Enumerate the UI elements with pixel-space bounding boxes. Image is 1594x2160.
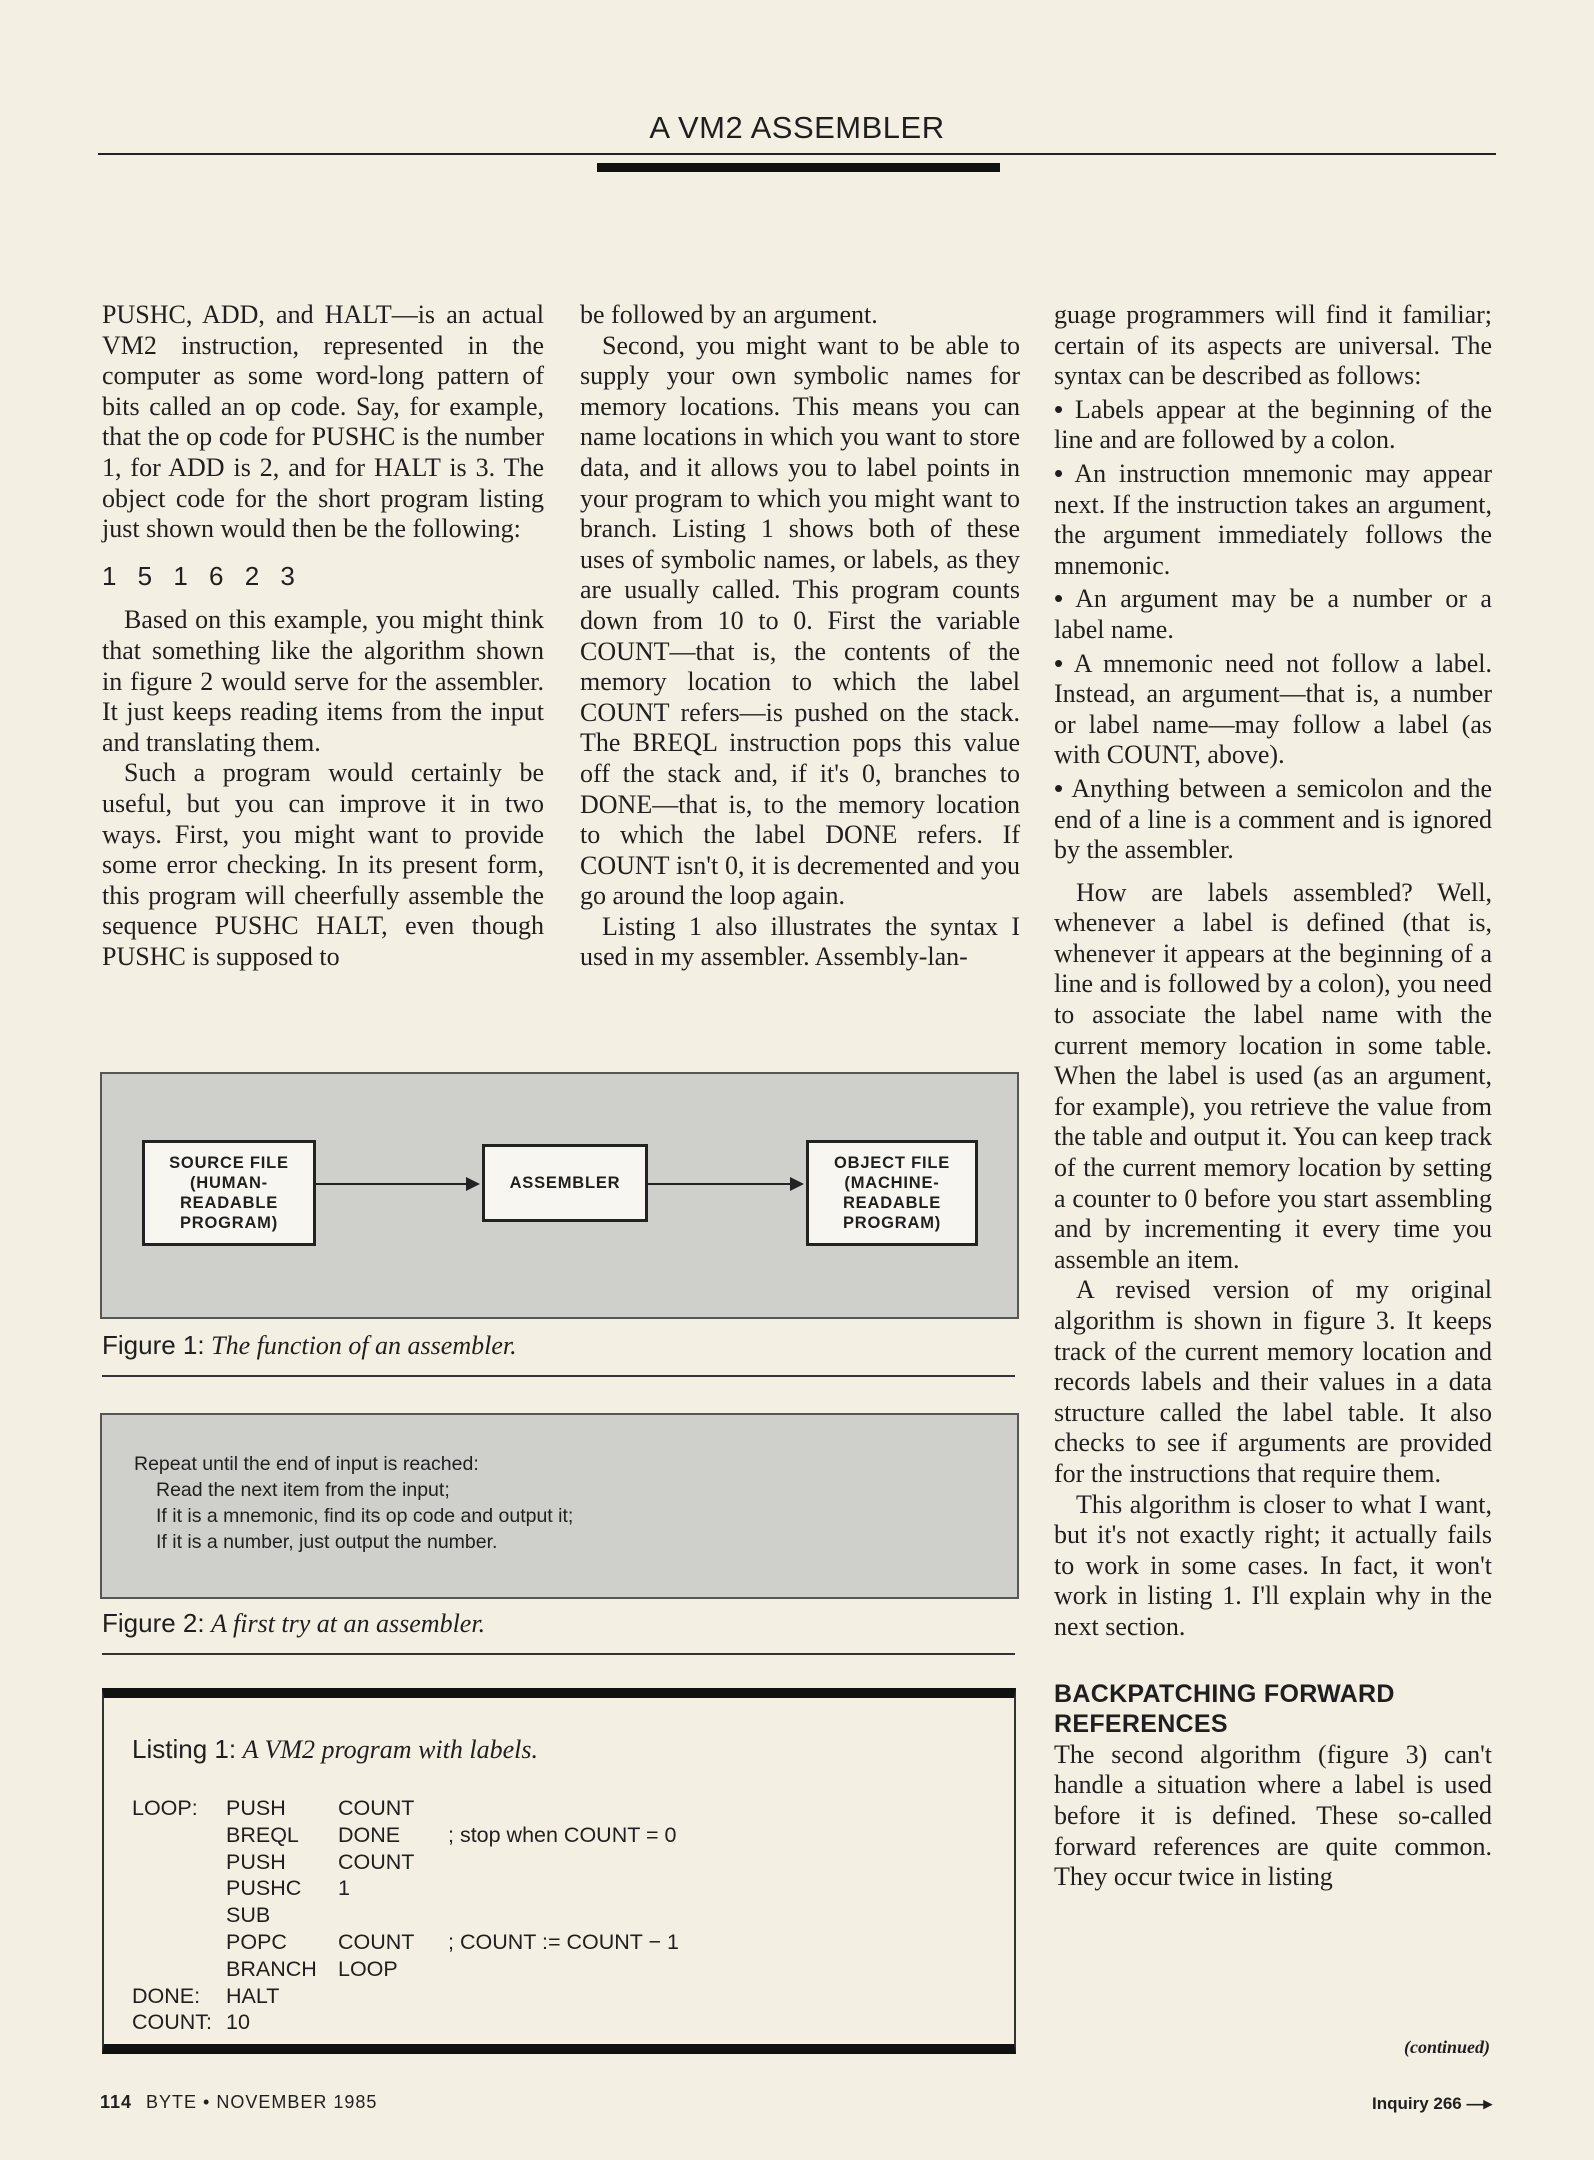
col3-paragraph-2: How are labels assembled? Well, whenever a label is defined (that is, whenever it appears at the beginning of a line and is followed by a colon), you need to associate the label name with the current memory location in some table. When the label is used (as an argument, for example), you retrieve the value from the table and output it. You can keep track of the current memory location by setting a counter to 0 before you start assembling and by incrementing it every time you assemble an item.	[1054, 877, 1492, 1274]
page-number: 114	[100, 2092, 133, 2112]
syntax-bullet-text: Labels appear at the beginning of the line and are followed by a colon.	[1054, 394, 1492, 455]
code-arg	[338, 1903, 448, 1930]
code-label: DONE:	[132, 1983, 201, 2008]
code-comment	[448, 2010, 679, 2037]
section-heading: BACKPATCHING FORWARD REFERENCES	[1054, 1679, 1395, 1739]
listing-1	[102, 1688, 1016, 2054]
figure-2-caption-text: A first try at an assembler.	[211, 1609, 486, 1638]
code-line	[132, 2010, 679, 2037]
figure-2-caption	[102, 1608, 1015, 1655]
code-line	[132, 1930, 679, 1957]
assembler-box	[482, 1144, 648, 1222]
arrow-right-icon	[646, 1183, 802, 1185]
code-comment	[448, 1876, 679, 1903]
code-comment	[448, 1957, 679, 1984]
col3-paragraph-3: A revised version of my original algorithm is shown in figure 3. It keeps track of the current memory location and records labels and their values in a data structure called the label table. It also checks to see if arguments are provided for the instructions that require them.	[1054, 1275, 1492, 1488]
code-line	[132, 1850, 679, 1877]
magazine-issue: BYTE • NOVEMBER 1985	[146, 2092, 378, 2112]
object-file-label: OBJECT FILE (MACHINE- READABLE PROGRAM)	[833, 1154, 951, 1232]
code-op: PUSH	[226, 1849, 286, 1874]
col1-paragraph-1: PUSHC, ADD, and HALT—is an actual VM2 instruction, represented in the computer as some word-long pattern of bits called an op code. Say, for example, that the op code for PUSHC is the number 1, for ADD is 2, and for HALT is 3. The object code for the short program listing just shown would then be the following:	[102, 300, 544, 544]
syntax-bullet-text: Anything between a semicolon and the end of a line is a comment and is ignored by the assembler.	[1054, 773, 1492, 865]
code-line	[132, 1984, 679, 2011]
col1-paragraph-3: Such a program would certainly be useful, but you can improve it in two ways. First, you might want to provide some error checking. In its present form, this program will cheerfully assemble the sequence PUSHC HALT, even though PUSHC is supposed to	[102, 758, 544, 971]
figure-1-caption-label: Figure 1:	[102, 1330, 205, 1360]
code-comment: ; stop when COUNT = 0	[448, 1822, 677, 1847]
syntax-bullet: • An argument may be a number or a label name.	[1054, 583, 1492, 644]
code-line	[132, 1876, 679, 1903]
header-rule	[98, 153, 1496, 155]
syntax-bullet-text: A mnemonic need not follow a label. Instead, an argument—that is, a number or label name—may follow a label (as with COUNT, above).	[1054, 648, 1492, 770]
algorithm-line: Read the next item from the input;	[156, 1479, 450, 1501]
code-op: BREQL	[226, 1822, 299, 1847]
listing-1-title-text: A VM2 program with labels.	[242, 1735, 538, 1764]
source-file-label: SOURCE FILE (HUMAN- READABLE PROGRAM)	[169, 1154, 289, 1232]
page-footer	[100, 2092, 377, 2113]
inquiry-number: Inquiry 266 —▸	[1371, 2094, 1492, 2113]
code-op: POPC	[226, 1929, 287, 1954]
code-label	[132, 1957, 226, 1984]
code-label	[132, 1876, 226, 1903]
col2-paragraph-3: Listing 1 also illustrates the syntax I used in my assembler. Assembly-lan-	[580, 911, 1020, 972]
code-label	[132, 1823, 226, 1850]
syntax-bullet: • Anything between a semicolon and the end of a line is a comment and is ignored by the assembler.	[1054, 772, 1492, 865]
code-arg: 1	[338, 1876, 350, 1901]
code-op: PUSH	[226, 1796, 286, 1820]
source-file-box	[142, 1140, 316, 1246]
column-1	[102, 300, 544, 972]
code-arg	[338, 2010, 448, 2037]
algorithm-line: Repeat until the end of input is reached:	[134, 1453, 479, 1475]
code-arg: COUNT	[338, 1796, 415, 1820]
code-line	[132, 1823, 679, 1850]
column-3	[1054, 300, 1492, 1893]
continued-note: (continued)	[1403, 2037, 1490, 2057]
algorithm-line: If it is a number, just output the number.	[156, 1531, 498, 1553]
header-bar	[597, 163, 1000, 172]
col2-paragraph-1: be followed by an argument.	[580, 300, 878, 329]
code-label	[132, 1930, 226, 1957]
code-op: PUSHC	[226, 1876, 302, 1901]
col3-paragraph-5: The second algorithm (figure 3) can't handle a situation where a label is used before it is defined. These so-called forward references are quite common. They occur twice in listing	[1054, 1739, 1492, 1892]
code-arg	[338, 1984, 448, 2011]
syntax-bullet-text: An instruction mnemonic may appear next. If the instruction takes an argument, the argument immediately follows the mnemonic.	[1054, 458, 1492, 580]
code-op: 10	[226, 2010, 250, 2035]
code-label: LOOP:	[132, 1796, 198, 1820]
object-code-example: 1 5 1 6 2 3	[102, 560, 302, 591]
code-label	[132, 1850, 226, 1877]
syntax-bullet: • A mnemonic need not follow a label. Instead, an argument—that is, a number or label name—may follow a label (as with COUNT, above).	[1054, 647, 1492, 770]
col3-paragraph-4: This algorithm is closer to what I want, but it's not exactly right; it actually fails to work in some cases. In fact, it won't work in listing 1. I'll explain why in the next section.	[1054, 1489, 1492, 1641]
code-comment	[448, 1850, 679, 1877]
listing-1-title	[132, 1734, 538, 1765]
code-label: COUNT:	[132, 2010, 213, 2035]
col1-paragraph-2: Based on this example, you might think that something like the algorithm shown in figure 2 would serve for the assembler. It just keeps reading items from the input and translating them.	[102, 605, 544, 757]
code-comment	[448, 1984, 679, 2011]
code-arg: COUNT	[338, 1849, 415, 1874]
listing-1-title-label: Listing 1:	[132, 1734, 237, 1764]
figure-2-algorithm	[100, 1413, 1019, 1599]
assembler-label: ASSEMBLER	[509, 1174, 621, 1192]
code-comment: ; COUNT := COUNT − 1	[448, 1929, 679, 1954]
syntax-bullet: • An instruction mnemonic may appear next. If the instruction takes an argument, the argument immediately follows the mnemonic.	[1054, 457, 1492, 580]
running-header: A VM2 ASSEMBLER	[649, 110, 945, 145]
column-2	[580, 300, 1020, 973]
code-label	[132, 1903, 226, 1930]
col2-paragraph-2: Second, you might want to be able to supply your own symbolic names for memory locations. This means you can name locations in which you want to store data, and it allows you to label points in your program to which you might want to branch. Listing 1 shows both of these uses of symbolic names, or labels, as they are usually called. This program counts down from 10 to 0. First the variable COUNT—that is, the contents of the memory location to which the label COUNT refers—is pushed on the stack. The BREQL instruction pops this value off the stack and, if it's 0, branches to DONE—that is, to the memory location to which the label DONE refers. If COUNT isn't 0, it is decremented and you go around the loop again.	[580, 330, 1020, 911]
figure-2-caption-label: Figure 2:	[102, 1608, 205, 1638]
syntax-bullet: • Labels appear at the beginning of the line and are followed by a colon.	[1054, 393, 1492, 455]
code-arg: LOOP	[338, 1956, 398, 1981]
code-op: SUB	[226, 1903, 271, 1928]
figure-1-caption-text: The function of an assembler.	[211, 1331, 517, 1360]
code-arg: COUNT	[338, 1929, 415, 1954]
code-line	[132, 1903, 679, 1930]
listing-code	[132, 1796, 679, 2037]
object-file-box	[806, 1140, 978, 1246]
code-line	[132, 1796, 679, 1823]
code-comment	[448, 1796, 679, 1823]
code-line	[132, 1957, 679, 1984]
syntax-bullet-text: An argument may be a number or a label name.	[1054, 584, 1492, 644]
col3-paragraph-1: guage programmers will find it familiar; certain of its aspects are universal. The syntax can be described as follows:	[1054, 300, 1492, 391]
code-op: BRANCH	[226, 1956, 317, 1981]
figure-1-diagram	[100, 1072, 1019, 1319]
code-arg: DONE	[338, 1822, 401, 1847]
algorithm-line: If it is a mnemonic, find its op code and output it;	[156, 1505, 574, 1527]
arrow-right-icon	[314, 1183, 478, 1185]
code-comment	[448, 1903, 679, 1930]
code-op: HALT	[226, 1983, 280, 2008]
figure-1-caption	[102, 1330, 1015, 1377]
